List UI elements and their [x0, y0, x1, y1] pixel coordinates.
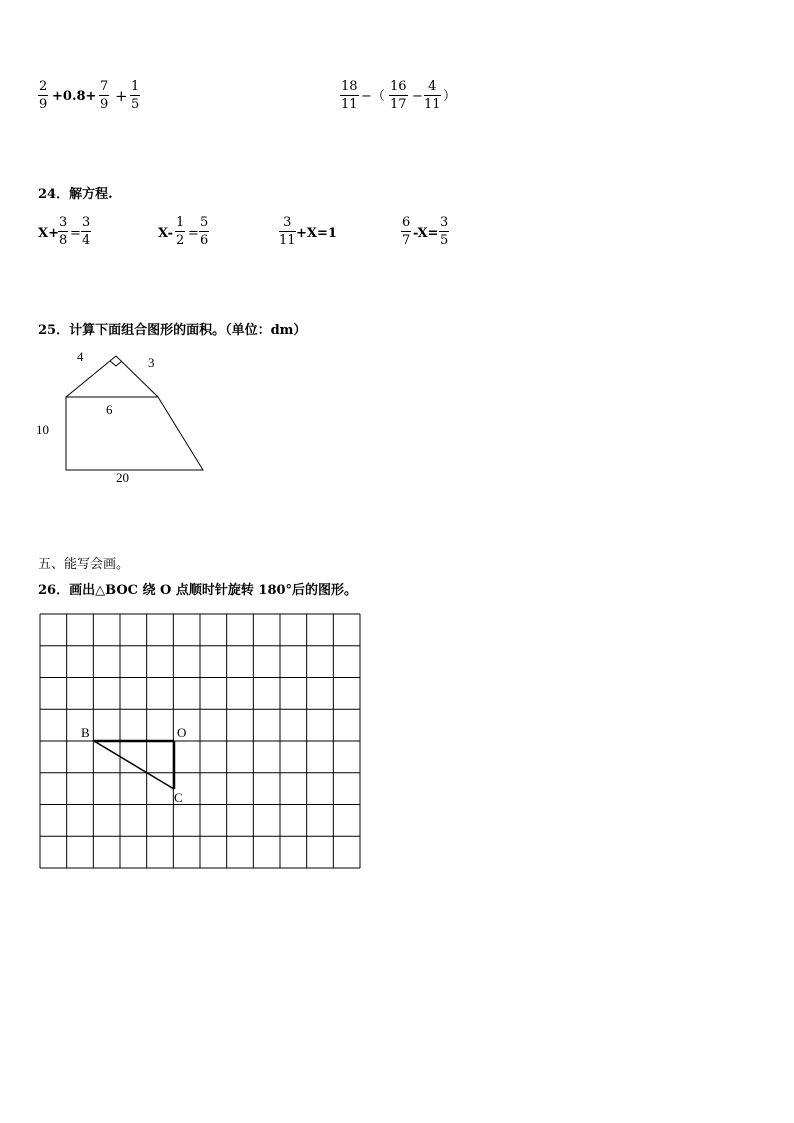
triangle-boc	[94, 741, 174, 789]
equation-text: +X=1	[296, 226, 337, 241]
equation-text: X-	[158, 226, 174, 241]
fraction: 3 4	[82, 215, 91, 248]
fraction: 6 7	[402, 215, 411, 248]
section-5-heading: 五、能写会画。	[38, 557, 130, 572]
fraction: 7 9	[100, 79, 109, 112]
label-top-base: 6	[106, 402, 113, 417]
fraction: 4 11	[424, 79, 441, 112]
operator-text: −	[412, 89, 423, 104]
equation-text: X+	[38, 226, 59, 241]
point-o-label: O	[177, 725, 187, 740]
fraction: 1 2	[176, 215, 185, 248]
fraction: 18 11	[341, 79, 358, 112]
q26-heading: 26．画出△BOC 绕 O 点顺时针旋转 180°后的图形。	[38, 583, 358, 598]
point-b-label: B	[81, 725, 90, 740]
point-c-label: C	[174, 790, 183, 805]
label-bottom: 20	[116, 470, 129, 485]
fraction: 16 17	[390, 79, 407, 112]
equation-text: =	[70, 226, 81, 241]
operator-text: +0.8+	[52, 89, 97, 104]
grid-lines	[40, 614, 360, 868]
q24-heading: 24．解方程.	[38, 187, 113, 202]
label-left-leg: 4	[77, 349, 84, 364]
label-height: 10	[36, 422, 49, 437]
equation-text: -X=	[413, 226, 439, 241]
label-right-leg: 3	[148, 355, 155, 370]
operator-text: +	[115, 87, 128, 105]
operator-text: −（	[361, 89, 385, 104]
fraction: 3 11	[279, 215, 296, 248]
q25-heading: 25．计算下面组合图形的面积。（单位：dm）	[38, 323, 307, 338]
fraction: 2 9	[39, 79, 48, 112]
equation-text: =	[188, 226, 199, 241]
operator-text: ）	[443, 89, 457, 104]
segment-bc	[94, 741, 174, 789]
fraction: 3 8	[59, 215, 68, 248]
fraction: 1 5	[131, 79, 140, 112]
fraction: 5 6	[200, 215, 209, 248]
fraction: 3 5	[440, 215, 449, 248]
